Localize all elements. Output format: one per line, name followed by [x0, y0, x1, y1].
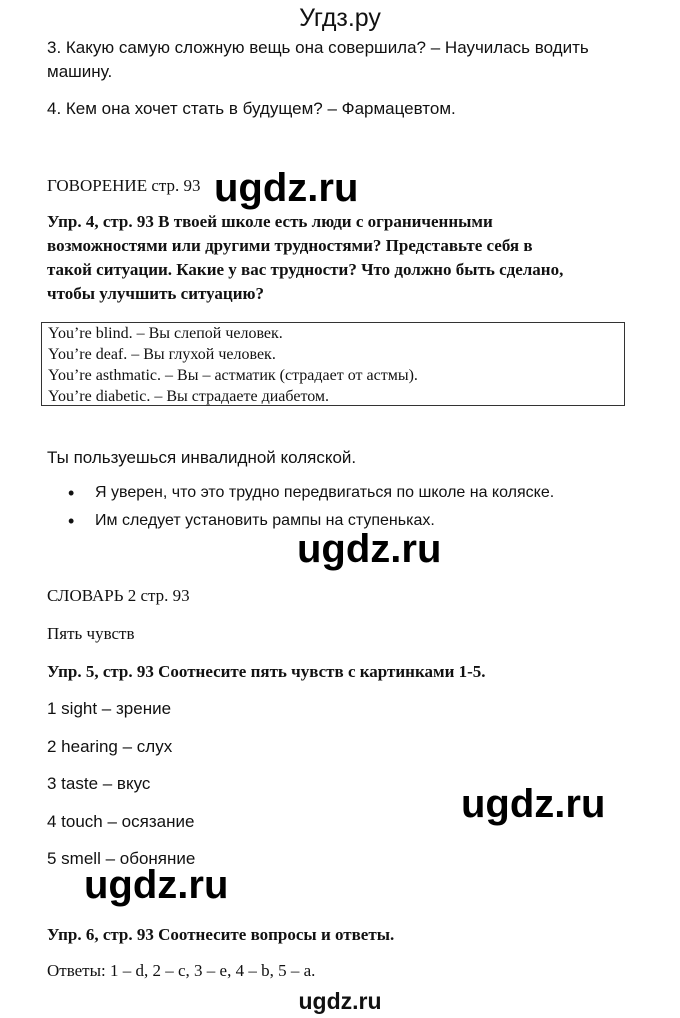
watermark: ugdz.ru [297, 527, 442, 571]
footer-watermark: ugdz.ru [298, 988, 382, 1014]
phrase-blind: You’re blind. – Вы слепой человек. [48, 325, 283, 342]
watermark: ugdz.ru [214, 166, 359, 210]
sense-item-4: 4 touch – осязание [47, 812, 195, 831]
phrase-diabetic: You’re diabetic. – Вы страдаете диабетом. [48, 388, 330, 405]
sense-item-2: 2 hearing – слух [47, 737, 173, 756]
list-item: • Им следует установить рампы на ступеньках. [68, 512, 554, 540]
task-6: Упр. 6, стр. 93 Соотнесите вопросы и ответы. [47, 925, 395, 944]
question-4: 4. Кем она хочет стать в будущем? – Фармацевтом. [47, 99, 456, 118]
speaking-heading: ГОВОРЕНИЕ стр. 93 [47, 176, 201, 195]
vocab-heading: СЛОВАРЬ 2 стр. 93 [47, 586, 190, 605]
task-4-line-1: Упр. 4, стр. 93 В твоей школе есть люди с ограниченными [47, 212, 493, 231]
situation-text: Ты пользуешься инвалидной коляской. [47, 448, 357, 467]
phrase-asthmatic: You’re asthmatic. – Вы – астматик (страдает от астмы). [48, 367, 418, 384]
watermark: ugdz.ru [461, 782, 606, 826]
question-3-line-1: 3. Какую самую сложную вещь она совершила? – Научилась водить [47, 38, 589, 57]
task-4-line-4: чтобы улучшить ситуацию? [47, 284, 264, 303]
task-4-line-3: такой ситуации. Какие у вас трудности? Что должно быть сделано, [47, 260, 564, 279]
sense-item-5: 5 smell – обоняние [47, 849, 196, 868]
list-item: • Я уверен, что это трудно передвигаться по школе на коляске. [68, 484, 554, 512]
watermark: ugdz.ru [84, 863, 229, 907]
task-5: Упр. 5, стр. 93 Соотнесите пять чувств с картинками 1-5. [47, 662, 486, 681]
sense-item-1: 1 sight – зрение [47, 699, 172, 718]
phrase-deaf: You’re deaf. – Вы глухой человек. [48, 346, 276, 363]
task-4-line-2: возможностями или другими трудностями? Представьте себя в [47, 236, 533, 255]
vocab-subheading: Пять чувств [47, 624, 135, 643]
question-3-line-2: машину. [47, 62, 113, 81]
site-title: Угдз.ру [299, 4, 381, 32]
answers: Ответы: 1 – d, 2 – c, 3 – e, 4 – b, 5 – a. [47, 961, 316, 980]
sense-item-3: 3 taste – вкус [47, 774, 151, 793]
phrases-box [41, 322, 625, 406]
